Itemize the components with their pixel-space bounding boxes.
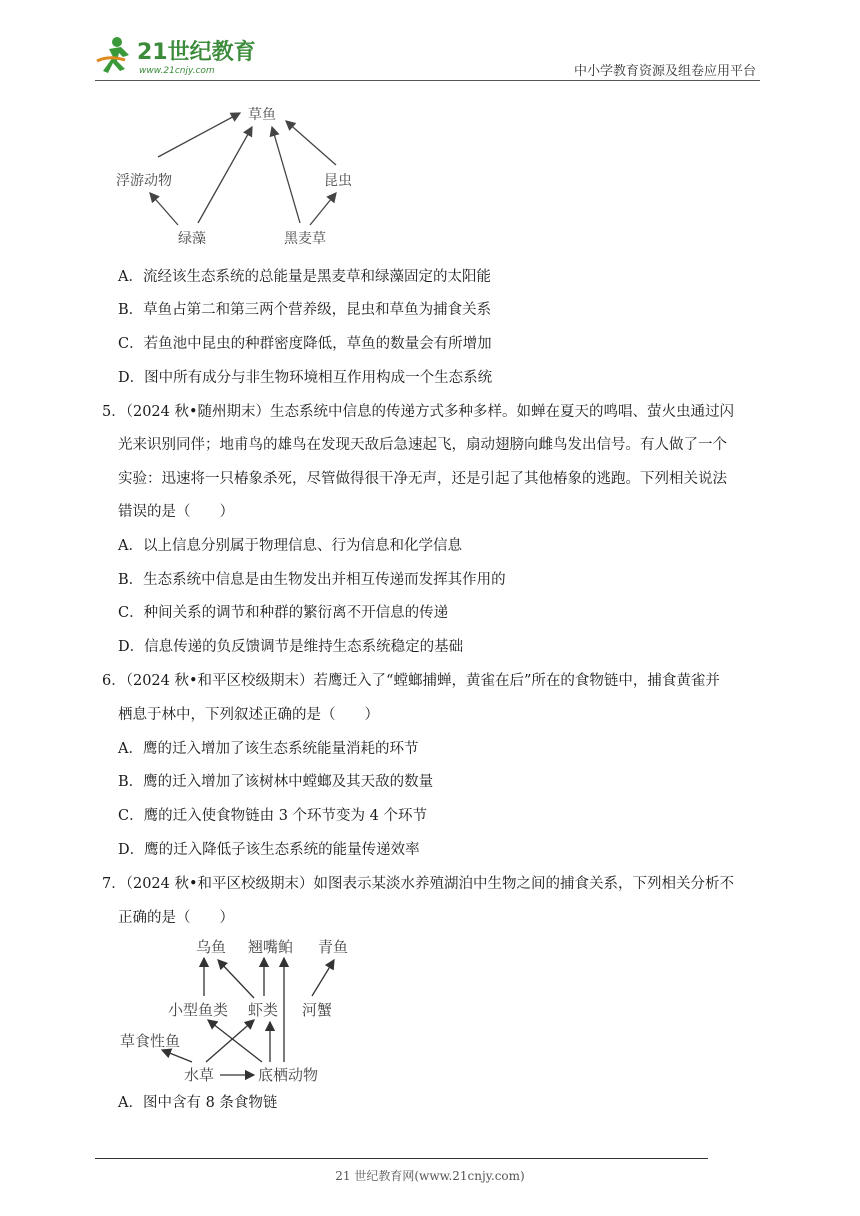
arrow-heimai-caoyu xyxy=(272,127,300,223)
q5-stem-line-4: 错误的是（ ） xyxy=(118,504,234,520)
q5-stem-line-1: 5．（2024 秋•随州期末）生态系统中信息的传递方式多种多样。如蝉在夏天的鸣唱、萤火虫通过闪 xyxy=(102,404,735,420)
logo-title: 21世纪教育 xyxy=(137,40,256,65)
q6-option-a: A．鹰的迁入增加了该生态系统能量消耗的环节 xyxy=(118,741,419,757)
q5-option-d: D．信息传递的负反馈调节是维持生态系统稳定的基础 xyxy=(118,639,464,655)
q5-stem-line-2: 光来识别同伴；地甫鸟的雄鸟在发现天敌后急速起飞，扇动翅膀向雌鸟发出信号。有人做了一个 xyxy=(118,437,727,453)
q5-option-a: A．以上信息分别属于物理信息、行为信息和化学信息 xyxy=(118,538,462,554)
runner-logo-icon xyxy=(97,37,129,73)
q6-option-b: B．鹰的迁入增加了该树林中螳螂及其天敌的数量 xyxy=(118,774,434,790)
q5-option-b: B．生态系统中信息是由生物发出并相互传递而发挥其作用的 xyxy=(118,572,506,588)
node-heimai: 黑麦草 xyxy=(284,231,326,247)
arrow-kunchong-caoyu xyxy=(286,121,336,165)
footer-divider xyxy=(95,1158,708,1159)
node-caoshi: 草食性鱼 xyxy=(120,1032,181,1050)
node-lvzao: 绿藻 xyxy=(178,231,206,247)
platform-name: 中小学教育资源及组卷应用平台 xyxy=(573,64,756,79)
arrow-xialei-wuyu xyxy=(218,960,254,998)
q5-stem-line-3: 实验：迅速将一只椿象杀死，尽管做得很干净无声，还是引起了其他椿象的逃跑。下列相关说法 xyxy=(118,471,727,487)
q6-stem-line-1: 6．（2024 秋•和平区校级期末）若鹰迁入了“螳螂捕蝉，黄雀在后”所在的食物链中，捕食黄雀并 xyxy=(102,673,720,689)
site-logo xyxy=(95,33,265,79)
q7-option-a: A．图中含有 8 条食物链 xyxy=(118,1095,278,1111)
node-wuyu: 乌鱼 xyxy=(196,938,227,956)
node-xialei: 虾类 xyxy=(248,1001,279,1019)
food-web-figure-2 xyxy=(112,930,362,1085)
q4-option-a: A．流经该生态系统的总能量是黑麦草和绿藻固定的太阳能 xyxy=(118,269,491,285)
q4-option-d: D．图中所有成分与非生物环境相互作用构成一个生态系统 xyxy=(118,370,493,386)
node-shuicao: 水草 xyxy=(184,1066,215,1084)
arrow-shuicao-caoshi xyxy=(162,1050,192,1062)
node-fuyou: 浮游动物 xyxy=(116,173,172,189)
q6-stem-line-2: 栖息于林中，下列叙述正确的是（ ） xyxy=(118,707,379,723)
arrow-diqi-xiaoxing xyxy=(208,1020,262,1062)
node-xiaoxing: 小型鱼类 xyxy=(168,1001,229,1019)
header-divider xyxy=(95,80,760,81)
node-hexie: 河蟹 xyxy=(302,1001,333,1019)
q5-option-c: C．种间关系的调节和种群的繁衍离不开信息的传递 xyxy=(118,605,449,621)
node-kunchong: 昆虫 xyxy=(324,173,352,189)
q7-stem-line-2: 正确的是（ ） xyxy=(118,910,234,926)
arrow-lvzao-fuyou xyxy=(150,193,178,225)
q7-stem-line-1: 7．（2024 秋•和平区校级期末）如图表示某淡水养殖湖泊中生物之间的捕食关系，下列相关分析不 xyxy=(102,876,735,892)
node-qingyu: 青鱼 xyxy=(318,938,349,956)
arrow-shuicao-xialei xyxy=(206,1020,254,1062)
node-qiaozui: 翘嘴鲌 xyxy=(248,938,294,956)
food-web-figure-1 xyxy=(110,95,370,253)
node-caoyu: 草鱼 xyxy=(248,107,276,123)
arrow-hexie-qingyu xyxy=(312,960,334,996)
q6-option-c: C．鹰的迁入使食物链由 3 个环节变为 4 个环节 xyxy=(118,808,427,824)
q6-option-d: D．鹰的迁入降低子该生态系统的能量传递效率 xyxy=(118,842,420,858)
arrow-heimai-kunchong xyxy=(310,193,336,225)
logo-url: www.21cnjy.com xyxy=(139,66,215,76)
q4-option-c: C．若鱼池中昆虫的种群密度降低，草鱼的数量会有所增加 xyxy=(118,336,492,352)
arrow-fuyou-caoyu xyxy=(158,113,240,157)
footer-text: 21 世纪教育网(www.21cnjy.com) xyxy=(335,1169,525,1183)
q4-option-b: B．草鱼占第二和第三两个营养级，昆虫和草鱼为捕食关系 xyxy=(118,302,492,318)
node-diqi: 底栖动物 xyxy=(258,1066,319,1084)
arrow-lvzao-caoyu xyxy=(198,127,252,223)
